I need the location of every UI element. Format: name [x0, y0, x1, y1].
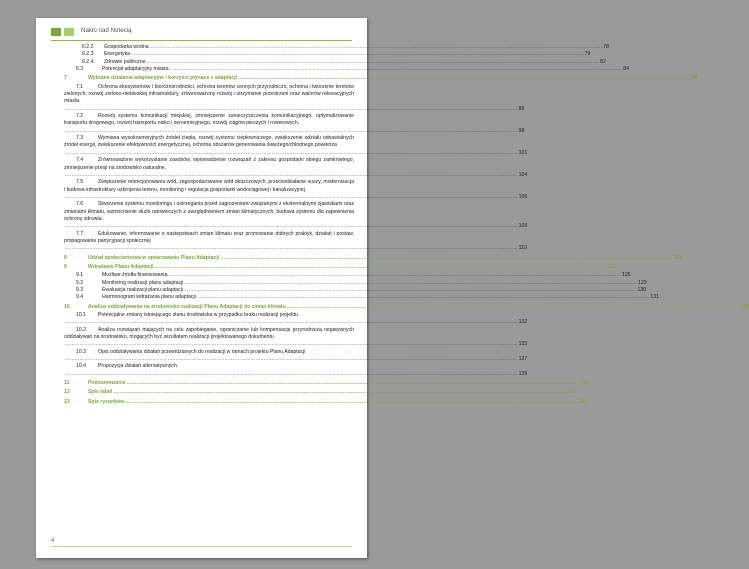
header-logo-square-dark: [51, 28, 61, 36]
toc-section-entry[interactable]: [64, 398, 588, 406]
toc-entry-page: 82: [600, 58, 606, 65]
toc-leader-dots: [168, 272, 621, 279]
toc-entry-page: 139: [518, 370, 528, 377]
toc-entry-page: 133: [518, 341, 528, 348]
toc-section-entry[interactable]: [64, 389, 576, 396]
toc-leader-dots: [131, 51, 584, 58]
toc-entry-number: 10.3: [76, 348, 87, 355]
toc-leader-dots: [65, 150, 518, 157]
toc-entry-title: Propozycja działań alternatywnych: [98, 363, 177, 370]
header-logo-square-light: [64, 28, 74, 36]
toc-entry-number: 13: [64, 398, 70, 405]
toc-entry[interactable]: [64, 157, 528, 179]
toc-entry[interactable]: [64, 363, 528, 378]
toc-section-entry[interactable]: [64, 380, 589, 387]
toc-entry[interactable]: [64, 230, 527, 253]
toc-entry-number: 6.2.3.: [82, 51, 95, 58]
toc-leader-dots: [184, 287, 637, 294]
toc-entry-number: 6.2.2: [82, 44, 94, 50]
toc-entry[interactable]: [64, 326, 528, 349]
toc-leader-dots: [220, 255, 673, 262]
table-of-contents: [64, 44, 749, 407]
toc-entry-title: Zdrowie publiczne: [104, 58, 146, 65]
toc-leader-dots: [155, 264, 608, 271]
toc-entry-page: 129: [638, 279, 647, 286]
toc-leader-dots: [65, 341, 518, 348]
toc-entry-number: 9.4: [76, 294, 84, 301]
toc-entry-page: 141: [580, 380, 589, 387]
toc-entry-number: 7.2: [76, 113, 84, 120]
toc-entry-page: 79: [584, 51, 591, 58]
toc-entry[interactable]: [64, 135, 528, 157]
toc-section-entry[interactable]: [64, 254, 682, 262]
toc-section-entry[interactable]: [64, 263, 617, 271]
toc-leader-dots: [197, 294, 650, 301]
toc-entry-page: 142: [578, 398, 588, 405]
toc-leader-dots: [150, 44, 603, 51]
toc-entry-title: Harmonogram wdrażania planu adaptacji: [102, 294, 196, 301]
toc-entry[interactable]: [64, 279, 647, 287]
toc-entry-title: Potencjalne zmiany istniejącego stanu środowiska w przypadku braku realizacji projektu: [98, 312, 299, 319]
toc-leader-dots: [65, 194, 518, 201]
toc-entry-title: Spis tabel: [88, 389, 113, 396]
toc-entry[interactable]: [64, 66, 629, 73]
toc-entry-title: Spis rysunków: [88, 398, 125, 405]
toc-entry-number: 7: [64, 75, 67, 82]
toc-entry-page: 125: [622, 272, 631, 279]
toc-entry-number: 7.7: [76, 230, 84, 237]
toc-entry-page: 84: [623, 66, 629, 73]
toc-entry[interactable]: [64, 113, 525, 135]
toc-entry[interactable]: [64, 312, 528, 327]
toc-entry-number: 10.1: [76, 312, 87, 319]
toc-entry-title: Możliwe źródła finansowania: [102, 272, 168, 279]
toc-entry-page: 132: [740, 303, 749, 310]
toc-entry-title: Stworzenie systemu monitoringu i ostrzegania przed zagrożeniami związanymi z ekstremalnymi zjawiskami oraz zmianami klimatu, wzmocnienie służb ratowniczych z uwzględnieniem zmian klimatycznych, budowa systemu dla zapewnienia ochrony zdrowia.: [64, 201, 354, 222]
toc-entry-number: 7.6: [76, 201, 84, 208]
toc-entry-page: 111: [673, 254, 682, 261]
toc-entry-page: 131: [650, 294, 659, 301]
toc-entry-title: Edukowanie, informowanie o nastepstwach zmian klimatu oraz promowanie dobrych praktyk, działań i postaw, propagowanie partycypacji społecznej: [64, 230, 354, 244]
toc-section-entry[interactable]: [64, 303, 749, 311]
toc-entry-title: Opis oddziaływania działań przewidzianych do realizacji w ramach projektu Planu Adaptacji: [98, 348, 306, 355]
toc-entry-page: 132: [518, 319, 528, 326]
toc-entry-page: 84: [691, 75, 698, 82]
footer-rule: [51, 546, 352, 547]
document-page: [36, 18, 749, 558]
toc-leader-dots: [125, 399, 578, 406]
toc-entry-page: 142: [566, 389, 576, 396]
toc-entry[interactable]: [64, 51, 591, 58]
toc-entry-page: 98: [518, 127, 525, 134]
toc-entry-number: 6.2.4.: [82, 58, 95, 65]
toc-entry-title: Wybrane działania adaptacyjne i korzyści płynące z adaptacji: [88, 75, 238, 82]
toc-entry-title: Monitoring realizacji planu adaptacji: [102, 279, 184, 286]
toc-entry-number: 9: [64, 263, 67, 270]
toc-entry-title: Analiza oddziaływania na środowisko realizacji Planu Adaptacji do zmian klimatu: [88, 303, 286, 310]
toc-entry-title: Wdrażanie Planu Adaptacji: [88, 263, 154, 270]
toc-leader-dots: [65, 371, 518, 378]
toc-leader-dots: [65, 245, 518, 252]
toc-entry-number: 10.4: [76, 363, 87, 370]
toc-entry[interactable]: [64, 58, 606, 66]
toc-entry-title: Zwiększenie retencjonowania wód, zagospodarowanie wód deszczowych, przeciwdziałanie suszy, modernizacja i budowa infrastruktury uzbrojenia terenu, monitoring i regulacja gospodarki wodociągowej i kanalizacyjnej.: [64, 179, 354, 193]
toc-entry-number: 7.4: [76, 157, 84, 164]
toc-entry-title: Udział społeczeństwa w opracowaniu Planu Adaptacji: [88, 254, 220, 261]
toc-entry-page: 110: [518, 245, 527, 252]
toc-entry-title: Energetyka: [104, 51, 131, 58]
toc-entry-number: 7.5: [76, 179, 84, 186]
toc-leader-dots: [238, 75, 691, 82]
toc-entry-number: 9.3: [76, 287, 84, 293]
toc-entry-page: 104: [518, 171, 528, 178]
toc-leader-dots: [65, 319, 518, 326]
toc-leader-dots: [113, 389, 566, 396]
header-title: Nakło nad Notecią: [81, 27, 132, 34]
toc-leader-dots: [65, 223, 518, 230]
toc-entry-number: 7.1: [76, 83, 84, 90]
toc-entry[interactable]: [64, 44, 609, 51]
toc-entry-page: 137: [518, 356, 528, 363]
toc-entry-title: Zrównoważone wykorzystanie zasobów, wprowadzenie rozwiązań z zakresu gospodarki obiegu zamkniętego, zmniejszenie presji na środowisko naturalne.: [64, 157, 354, 171]
toc-entry-title: Ewaluacja realizacji planu adaptacji: [102, 287, 183, 293]
toc-entry-number: 8: [64, 254, 67, 261]
header-rule: [51, 40, 352, 41]
toc-entry-number: 6.3: [76, 66, 84, 73]
toc-entry[interactable]: [64, 272, 631, 279]
toc-entry-number: 12: [64, 389, 70, 396]
toc-entry-number: 7.3: [76, 135, 84, 142]
toc-entry-number: 10: [64, 303, 70, 310]
toc-entry-page: 111: [608, 263, 617, 270]
toc-leader-dots: [65, 106, 518, 113]
toc-entry-title: Wymiana wysokoemisyjnych źródeł ciepła, rozwój systemu ciepłowniczego, zwiększenie udziału odnawialnych źródeł energii, zwiększenie efektywności energetycznej, ochrona obszarów generowania świeżego/chłodnego powietrza: [64, 135, 354, 149]
toc-entry-title: Podsumowanie: [88, 380, 126, 387]
toc-entry-page: 88: [518, 105, 525, 112]
toc-entry[interactable]: [64, 201, 528, 230]
toc-entry-page: 130: [637, 287, 647, 293]
toc-entry-title: Rozwój systemu komunikacji miejskiej, zmniejszenie zanieczyszczenia komunikacyjnego, optymalizowanie transportu drogowego, rozwój transportu nisko i zeroemisyjnego, rozwój ciągów pieszych i rowerowych.: [64, 113, 354, 127]
toc-entry-title: Gospodarka wodna: [104, 44, 149, 50]
page-number: 4: [51, 538, 55, 544]
toc-leader-dots: [184, 280, 637, 287]
toc-entry[interactable]: [64, 83, 525, 113]
toc-entry-number: 9.1: [76, 272, 84, 279]
toc-entry-page: 101: [518, 149, 528, 156]
toc-entry[interactable]: [64, 287, 647, 294]
toc-entry-title: Ochrona ekosystemów i bioróżnorodności, ochrona terenów cennych przyrodniczo, ochrona i tworzenie terenów zielonych, rozwój zielono-niebieskiej infrastruktury, zrównoważony rozwój i utrzymanie przestrzeni oraz walorów rekreacyjnych miasta.: [64, 83, 354, 105]
toc-leader-dots: [170, 66, 623, 73]
toc-leader-dots: [65, 172, 518, 179]
toc-section-entry[interactable]: [64, 75, 698, 82]
toc-entry-number: 9.2: [76, 279, 84, 286]
toc-entry-number: 10.2: [76, 326, 87, 333]
toc-entry[interactable]: [64, 179, 528, 201]
toc-entry-number: 11: [64, 380, 70, 387]
toc-entry-page: 106: [518, 193, 528, 200]
toc-leader-dots: [127, 380, 580, 387]
toc-entry-title: Analiza rozwiązań mających na celu zapobieganie, ograniczanie lub kompensację przyrodniczą negatywnych oddziaływań na środowisko, mogących być rezultatem realizacji projektowanego dokumentu: [64, 326, 354, 341]
toc-entry-page: 78: [603, 44, 609, 50]
toc-leader-dots: [65, 356, 518, 363]
toc-entry-title: Potencjał adaptacyjny miasta: [102, 66, 169, 73]
toc-entry[interactable]: [64, 294, 659, 301]
toc-leader-dots: [287, 304, 740, 311]
toc-leader-dots: [146, 59, 599, 66]
toc-entry[interactable]: [64, 348, 528, 364]
toc-entry-page: 109: [518, 223, 528, 230]
toc-leader-dots: [65, 128, 518, 135]
